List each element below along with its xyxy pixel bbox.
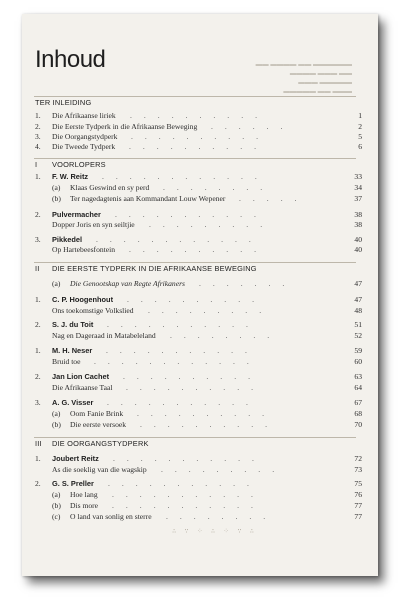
section-number: II bbox=[35, 264, 40, 273]
toc-row bbox=[22, 331, 378, 341]
page-number: 34 bbox=[354, 183, 362, 192]
author-name: Pulvermacher bbox=[52, 210, 101, 219]
entry-letter: (a) bbox=[52, 279, 61, 288]
section-rule bbox=[34, 158, 356, 159]
entry-number: 2. bbox=[35, 122, 41, 131]
book-page bbox=[22, 14, 378, 576]
entry-letter: (b) bbox=[52, 194, 61, 203]
dot-leader: .......... bbox=[126, 383, 265, 392]
entry-number: 1. bbox=[35, 454, 41, 463]
page-number: 77 bbox=[354, 512, 362, 521]
dot-leader: ........... bbox=[108, 479, 261, 488]
page-number: 52 bbox=[354, 331, 362, 340]
show-through-text: ▬▬ ▬▬▬▬ ▬▬ ▬▬▬▬▬▬ ▬▬▬▬ ▬▬▬ ▬▬ ▬▬▬ ▬▬▬▬▬ ▬▬▬▬▬ ▬▬ ▬▬▬ bbox=[255, 61, 352, 95]
dot-leader: ....... bbox=[199, 279, 297, 288]
section-title: VOORLOPERS bbox=[52, 160, 106, 169]
page-number: 70 bbox=[354, 420, 362, 429]
toc-row bbox=[22, 512, 378, 522]
dot-leader: ........... bbox=[112, 490, 265, 499]
dot-leader: ........ bbox=[163, 183, 275, 192]
toc-row bbox=[22, 306, 378, 316]
author-name: Joubert Reitz bbox=[52, 454, 99, 463]
page-number: 5 bbox=[358, 132, 362, 141]
page-number: 72 bbox=[354, 454, 362, 463]
poem-title: O land van sonlig en sterre bbox=[70, 512, 152, 521]
dot-leader: ......... bbox=[161, 465, 287, 474]
show-through-marks: ∴ ∵ ⁘ ∴ ⁘ ∵ ∴ bbox=[172, 528, 257, 536]
dot-leader: .......... bbox=[127, 295, 266, 304]
dot-leader: .......... bbox=[137, 409, 276, 418]
section-heading bbox=[22, 439, 378, 449]
poem-title: Nag en Dageraad in Matabeleland bbox=[52, 331, 156, 340]
page-title: Inhoud bbox=[35, 46, 106, 73]
dot-leader: ..... bbox=[239, 194, 309, 203]
author-name: Pikkedel bbox=[52, 235, 82, 244]
author-row bbox=[22, 479, 378, 489]
page-number: 76 bbox=[354, 490, 362, 499]
toc-row bbox=[22, 501, 378, 511]
page-number: 75 bbox=[354, 479, 362, 488]
poem-title: Hoe lang bbox=[70, 490, 98, 499]
dot-leader: ........... bbox=[106, 346, 259, 355]
section-rule bbox=[34, 96, 356, 97]
entry-letter: (c) bbox=[52, 512, 61, 521]
author-name: A. G. Visser bbox=[52, 398, 94, 407]
entry-number: 2. bbox=[35, 372, 41, 381]
page-number: 67 bbox=[354, 398, 362, 407]
entry-number: 1. bbox=[35, 295, 41, 304]
entry-letter: (b) bbox=[52, 501, 61, 510]
dot-leader: ...... bbox=[211, 122, 295, 131]
toc-row bbox=[22, 383, 378, 393]
dot-leader: ........... bbox=[107, 398, 260, 407]
poem-title: Die Afrikaanse Taal bbox=[52, 383, 113, 392]
section-title: DIE OORGANGSTYDPERK bbox=[52, 439, 149, 448]
dot-leader: .......... bbox=[129, 142, 268, 151]
author-row bbox=[22, 454, 378, 464]
poem-title: Op Hartebeesfontein bbox=[52, 245, 116, 254]
toc-row bbox=[22, 142, 378, 152]
poem-title: As die soeklig van die wagskip bbox=[52, 465, 147, 474]
section-rule bbox=[34, 262, 356, 263]
section-heading bbox=[22, 98, 378, 108]
section-heading bbox=[22, 264, 378, 274]
dot-leader: .......... bbox=[140, 420, 279, 429]
author-name: F. W. Reitz bbox=[52, 172, 89, 181]
author-row bbox=[22, 235, 378, 245]
dot-leader: ............ bbox=[102, 172, 269, 181]
dot-leader: ........... bbox=[107, 320, 260, 329]
section-number: III bbox=[35, 439, 42, 448]
author-name: M. H. Neser bbox=[52, 346, 93, 355]
entry-letter: (a) bbox=[52, 490, 61, 499]
page-number: 37 bbox=[354, 194, 362, 203]
page-number: 63 bbox=[354, 372, 362, 381]
page-number: 59 bbox=[354, 346, 362, 355]
section-number: I bbox=[35, 160, 38, 169]
page-number: 64 bbox=[354, 383, 362, 392]
page-number: 6 bbox=[358, 142, 362, 151]
toc-row bbox=[22, 420, 378, 430]
entry-title: Die Tweede Tydperk bbox=[52, 142, 116, 151]
entry-number: 1. bbox=[35, 346, 41, 355]
entry-number: 4. bbox=[35, 142, 41, 151]
poem-title: Bruid toe bbox=[52, 357, 81, 366]
entry-title: Die Eerste Tydperk in die Afrikaanse Beweging bbox=[52, 122, 198, 131]
author-name: Jan Lion Cachet bbox=[52, 372, 110, 381]
entry-number: 1. bbox=[35, 172, 41, 181]
chapter-title: Die Genootskap van Regte Afrikaners bbox=[70, 279, 186, 288]
page-number: 38 bbox=[354, 220, 362, 229]
dot-leader: .......... bbox=[129, 245, 268, 254]
section-rule bbox=[34, 437, 356, 438]
author-row bbox=[22, 320, 378, 330]
author-row bbox=[22, 172, 378, 182]
dot-leader: .......... bbox=[130, 111, 269, 120]
dot-leader: ............ bbox=[96, 235, 263, 244]
toc-row bbox=[22, 490, 378, 500]
page-number: 47 bbox=[354, 295, 362, 304]
dot-leader: ............ bbox=[94, 357, 261, 366]
author-row bbox=[22, 398, 378, 408]
poem-title: Ons toekomstige Volkslied bbox=[52, 306, 134, 315]
page-number: 40 bbox=[354, 235, 362, 244]
entry-letter: (a) bbox=[52, 409, 61, 418]
poem-title: Klaas Geswind en sy perd bbox=[70, 183, 150, 192]
toc-row bbox=[22, 465, 378, 475]
page-number: 1 bbox=[358, 111, 362, 120]
author-name: S. J. du Toit bbox=[52, 320, 94, 329]
toc-row bbox=[22, 220, 378, 230]
page-number: 77 bbox=[354, 501, 362, 510]
entry-number: 3. bbox=[35, 235, 41, 244]
author-row bbox=[22, 210, 378, 220]
page-number: 68 bbox=[354, 409, 362, 418]
entry-number: 2. bbox=[35, 479, 41, 488]
page-number: 48 bbox=[354, 306, 362, 315]
author-name: G. S. Preller bbox=[52, 479, 94, 488]
dot-leader: .......... bbox=[123, 372, 262, 381]
author-row bbox=[22, 346, 378, 356]
author-row bbox=[22, 372, 378, 382]
entry-number: 2. bbox=[35, 210, 41, 219]
toc-row bbox=[22, 279, 378, 289]
section-title: DIE EERSTE TYDPERK IN DIE AFRIKAANSE BEWEGING bbox=[52, 264, 257, 273]
page-number: 2 bbox=[358, 122, 362, 131]
toc-row bbox=[22, 245, 378, 255]
entry-number: 3. bbox=[35, 132, 41, 141]
page-number: 47 bbox=[354, 279, 362, 288]
dot-leader: ......... bbox=[148, 306, 274, 315]
page-number: 38 bbox=[354, 210, 362, 219]
author-row bbox=[22, 295, 378, 305]
entry-title: Die Oorgangstydperk bbox=[52, 132, 118, 141]
dot-leader: ......... bbox=[149, 220, 275, 229]
poem-title: Dopper Joris en syn seiltjie bbox=[52, 220, 135, 229]
entry-number: 2. bbox=[35, 320, 41, 329]
toc-row bbox=[22, 111, 378, 121]
entry-number: 3. bbox=[35, 398, 41, 407]
author-name: C. P. Hoogenhout bbox=[52, 295, 114, 304]
entry-letter: (a) bbox=[52, 183, 61, 192]
page-number: 60 bbox=[354, 357, 362, 366]
poem-title: Dis more bbox=[70, 501, 99, 510]
toc-row bbox=[22, 194, 378, 204]
dot-leader: ........... bbox=[112, 501, 265, 510]
section-title: TER INLEIDING bbox=[35, 98, 92, 107]
dot-leader: ........... bbox=[113, 454, 266, 463]
page-number: 33 bbox=[354, 172, 362, 181]
page-number: 51 bbox=[354, 320, 362, 329]
dot-leader: .......... bbox=[131, 132, 270, 141]
page-number: 73 bbox=[354, 465, 362, 474]
poem-title: Die eerste versoek bbox=[70, 420, 127, 429]
entry-title: Die Afrikaanse liriek bbox=[52, 111, 116, 120]
toc-row bbox=[22, 183, 378, 193]
toc-row bbox=[22, 409, 378, 419]
toc-row bbox=[22, 122, 378, 132]
page-number: 40 bbox=[354, 245, 362, 254]
section-heading bbox=[22, 160, 378, 170]
toc-row bbox=[22, 132, 378, 142]
toc-row bbox=[22, 357, 378, 367]
dot-leader: ........... bbox=[115, 210, 268, 219]
entry-number: 1. bbox=[35, 111, 41, 120]
dot-leader: ........ bbox=[166, 512, 278, 521]
poem-title: Ter nagedagtenis aan Kommandant Louw Wepener bbox=[70, 194, 226, 203]
dot-leader: ........ bbox=[170, 331, 282, 340]
poem-title: Oom Fanie Brink bbox=[70, 409, 124, 418]
entry-letter: (b) bbox=[52, 420, 61, 429]
